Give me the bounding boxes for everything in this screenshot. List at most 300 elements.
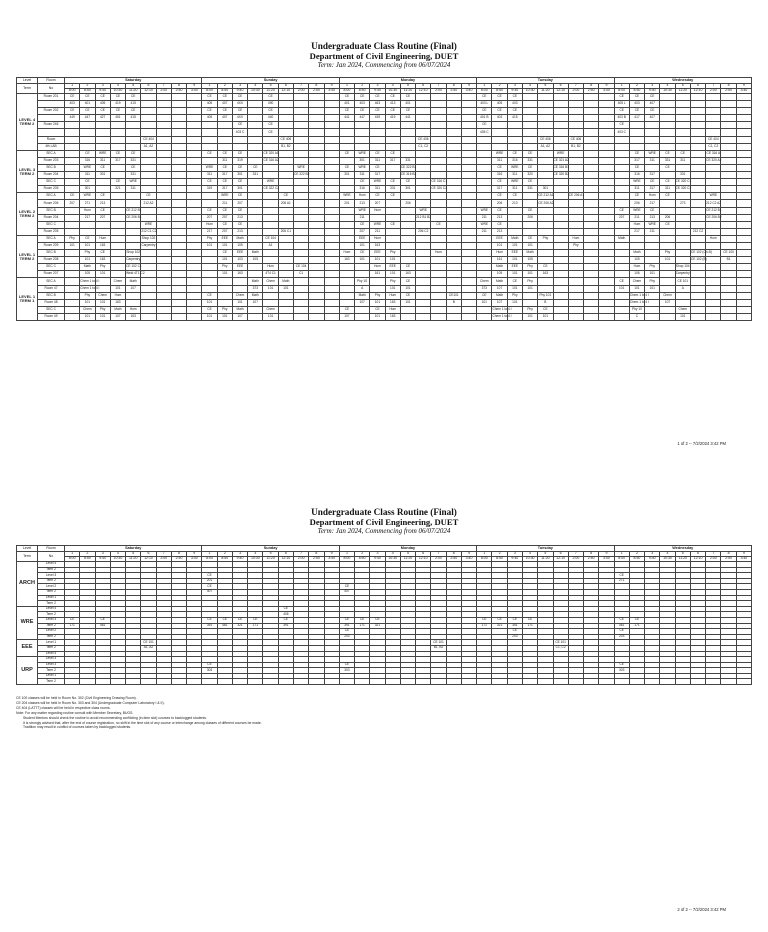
- class-cell: [706, 94, 721, 101]
- class-cell: [263, 299, 278, 306]
- period-time: 2:50: [309, 89, 324, 94]
- class-cell: [568, 164, 583, 171]
- class-cell: CE 104: [293, 264, 308, 271]
- class-cell: [599, 228, 614, 235]
- class-cell: CE: [339, 584, 354, 590]
- class-cell: [477, 257, 492, 264]
- class-cell: [126, 242, 141, 249]
- period-number: 4: [660, 552, 675, 557]
- class-cell: [141, 157, 156, 164]
- room-label: SEC B: [38, 292, 65, 299]
- class-cell: [65, 172, 80, 179]
- class-cell: [736, 235, 751, 242]
- room-label: Room 48: [38, 299, 65, 306]
- class-cell: CE: [202, 584, 217, 590]
- class-cell: CE: [660, 179, 675, 186]
- class-cell: Phy 10: [629, 306, 644, 313]
- class-cell: [248, 679, 263, 685]
- class-cell: [324, 228, 339, 235]
- room-label: Room 47: [38, 285, 65, 292]
- period-number: 9: [461, 552, 476, 557]
- class-cell: [584, 299, 599, 306]
- class-cell: CE: [232, 150, 247, 157]
- class-cell: [492, 679, 507, 685]
- class-cell: CE: [614, 122, 629, 129]
- level-term-label: Level 4: [38, 606, 65, 612]
- class-cell: [690, 264, 705, 271]
- class-cell: [721, 679, 736, 685]
- class-cell: [309, 257, 324, 264]
- class-cell: CE: [370, 617, 385, 623]
- class-cell: [187, 157, 202, 164]
- class-cell: 311: [202, 172, 217, 179]
- class-cell: 211: [629, 214, 644, 221]
- class-cell: [599, 250, 614, 257]
- class-cell: [65, 299, 80, 306]
- room-label: Room: [38, 136, 65, 143]
- class-cell: [553, 179, 568, 186]
- class-cell: [263, 200, 278, 207]
- class-cell: 407: [202, 589, 217, 595]
- class-cell: 107: [492, 285, 507, 292]
- class-cell: [538, 164, 553, 171]
- class-cell: [431, 257, 446, 264]
- period-number: 1: [477, 84, 492, 89]
- class-cell: [431, 101, 446, 108]
- routine-page-2: [0, 466, 768, 932]
- period-time: 11:20: [126, 89, 141, 94]
- class-cell: [675, 679, 690, 685]
- period-number: 5: [538, 84, 553, 89]
- class-cell: [553, 200, 568, 207]
- class-cell: [584, 108, 599, 115]
- class-cell: 439: [370, 115, 385, 122]
- class-cell: 419: [110, 101, 125, 108]
- class-cell: [355, 271, 370, 278]
- class-cell: [568, 679, 583, 685]
- class-cell: [507, 143, 522, 150]
- class-cell: Phy: [507, 292, 522, 299]
- class-cell: [721, 136, 736, 143]
- class-cell: [370, 136, 385, 143]
- period-time: 3:40: [736, 557, 751, 562]
- class-cell: [446, 193, 461, 200]
- class-cell: 461: [217, 623, 232, 629]
- class-cell: 101: [507, 242, 522, 249]
- class-cell: [721, 235, 736, 242]
- class-cell: [141, 164, 156, 171]
- class-cell: [507, 228, 522, 235]
- class-cell: WRE: [263, 179, 278, 186]
- class-cell: B1, B2: [568, 143, 583, 150]
- period-time: 10:30: [110, 557, 125, 562]
- class-cell: [355, 679, 370, 685]
- routine-table-page-2: [16, 545, 752, 685]
- class-cell: Hum: [263, 264, 278, 271]
- class-cell: 213: [95, 200, 110, 207]
- class-cell: CE: [202, 306, 217, 313]
- class-cell: [736, 264, 751, 271]
- class-cell: CE: [477, 122, 492, 129]
- class-cell: CE: [339, 150, 354, 157]
- class-cell: CE 206 B2: [706, 214, 721, 221]
- class-cell: [461, 186, 476, 193]
- class-cell: 206: [400, 200, 415, 207]
- class-cell: Phy: [385, 278, 400, 285]
- class-cell: CE 320 C2: [431, 186, 446, 193]
- period-number: 6: [553, 552, 568, 557]
- class-cell: [599, 129, 614, 136]
- class-cell: CE: [400, 292, 415, 299]
- class-cell: [141, 257, 156, 264]
- class-cell: [187, 250, 202, 257]
- class-cell: [416, 129, 431, 136]
- class-cell: [370, 122, 385, 129]
- class-cell: [431, 679, 446, 685]
- class-cell: [324, 122, 339, 129]
- class-cell: [416, 108, 431, 115]
- class-cell: [690, 242, 705, 249]
- class-cell: [431, 94, 446, 101]
- class-cell: [660, 207, 675, 214]
- period-time: 12:10: [690, 89, 705, 94]
- class-cell: 316: [80, 157, 95, 164]
- class-cell: [431, 115, 446, 122]
- class-cell: CE: [278, 606, 293, 612]
- class-cell: [65, 306, 80, 313]
- class-cell: [278, 292, 293, 299]
- class-cell: CE: [95, 193, 110, 200]
- class-cell: [385, 207, 400, 214]
- class-cell: 206: [660, 214, 675, 221]
- class-cell: [553, 306, 568, 313]
- class-cell: 101: [370, 313, 385, 320]
- class-cell: Chem 1 to 4 I: [80, 285, 95, 292]
- period-number: 1: [65, 84, 80, 89]
- class-cell: [461, 207, 476, 214]
- period-time: 8:50: [355, 89, 370, 94]
- class-cell: [690, 207, 705, 214]
- class-cell: [80, 129, 95, 136]
- class-cell: [584, 679, 599, 685]
- period-number: 9: [461, 84, 476, 89]
- class-cell: 163: [385, 313, 400, 320]
- class-cell: [416, 313, 431, 320]
- class-cell: [568, 200, 583, 207]
- class-cell: [690, 278, 705, 285]
- class-cell: CE: [278, 617, 293, 623]
- class-cell: [324, 257, 339, 264]
- class-cell: [461, 221, 476, 228]
- class-cell: [141, 122, 156, 129]
- period-time: 2:00: [568, 89, 583, 94]
- class-cell: [660, 271, 675, 278]
- class-cell: [706, 299, 721, 306]
- class-cell: Phy: [202, 235, 217, 242]
- period-time: 3:40: [599, 89, 614, 94]
- note-line: CE 204 classes will be held in Room No. 303 and 304 (Undergraduate Computer Laboratory I & II).: [16, 700, 165, 705]
- class-cell: 407: [217, 101, 232, 108]
- class-cell: 311: [126, 186, 141, 193]
- class-cell: [339, 122, 354, 129]
- class-cell: [141, 299, 156, 306]
- class-cell: [217, 143, 232, 150]
- class-cell: 211: [477, 228, 492, 235]
- class-cell: [568, 299, 583, 306]
- period-time: 8:50: [629, 89, 644, 94]
- class-cell: [522, 221, 537, 228]
- class-cell: [568, 108, 583, 115]
- class-cell: [721, 129, 736, 136]
- class-cell: [309, 313, 324, 320]
- class-cell: [156, 235, 171, 242]
- class-cell: [278, 108, 293, 115]
- class-cell: [187, 313, 202, 320]
- class-cell: [263, 143, 278, 150]
- class-cell: [202, 129, 217, 136]
- class-cell: Chem: [660, 292, 675, 299]
- class-cell: [461, 228, 476, 235]
- period-time: 3:40: [324, 557, 339, 562]
- class-cell: [416, 679, 431, 685]
- class-cell: [599, 136, 614, 143]
- period-time: 11:20: [675, 89, 690, 94]
- class-cell: [599, 115, 614, 122]
- class-cell: Phy: [522, 278, 537, 285]
- period-time: 9:40: [95, 557, 110, 562]
- class-cell: [690, 186, 705, 193]
- class-cell: CE: [614, 278, 629, 285]
- class-cell: EEE: [507, 250, 522, 257]
- class-cell: [309, 214, 324, 221]
- class-cell: CE: [339, 164, 354, 171]
- class-cell: [721, 242, 736, 249]
- class-cell: [309, 299, 324, 306]
- class-cell: [477, 186, 492, 193]
- class-cell: [553, 101, 568, 108]
- class-cell: [202, 278, 217, 285]
- class-cell: 207: [370, 200, 385, 207]
- class-cell: [446, 306, 461, 313]
- level-header: Level: [17, 546, 38, 552]
- day-header: Saturday: [65, 78, 202, 84]
- class-cell: WRE: [80, 164, 95, 171]
- class-cell: [522, 143, 537, 150]
- class-cell: 101: [522, 271, 537, 278]
- class-cell: CE: [217, 108, 232, 115]
- class-cell: Math: [232, 306, 247, 313]
- class-cell: [385, 679, 400, 685]
- class-cell: [80, 228, 95, 235]
- level-term-label: Level 3: [38, 662, 65, 668]
- class-cell: [522, 122, 537, 129]
- class-cell: 212 C1 C2: [141, 228, 156, 235]
- class-cell: [110, 207, 125, 214]
- class-cell: [187, 136, 202, 143]
- period-time: 9:40: [95, 89, 110, 94]
- class-cell: [187, 306, 202, 313]
- class-cell: [522, 101, 537, 108]
- period-time: 2:00: [706, 89, 721, 94]
- room-label: 4th LAB: [38, 143, 65, 150]
- class-cell: 207: [614, 214, 629, 221]
- period-time: 8:00: [202, 557, 217, 562]
- class-cell: CE: [126, 150, 141, 157]
- class-cell: [446, 164, 461, 171]
- class-cell: [599, 313, 614, 320]
- room-label: SEC C: [38, 306, 65, 313]
- class-cell: [431, 122, 446, 129]
- class-cell: CE: [492, 193, 507, 200]
- class-cell: [431, 172, 446, 179]
- class-cell: [309, 228, 324, 235]
- class-cell: [293, 115, 308, 122]
- class-cell: Hum: [431, 250, 446, 257]
- class-cell: 101: [400, 285, 415, 292]
- class-cell: [675, 257, 690, 264]
- class-cell: 212 A2: [141, 200, 156, 207]
- class-cell: [736, 136, 751, 143]
- class-cell: EEE: [492, 235, 507, 242]
- class-cell: [171, 292, 186, 299]
- class-cell: [614, 228, 629, 235]
- class-cell: Carpentry: [675, 271, 690, 278]
- class-cell: [690, 271, 705, 278]
- day-header: Tuesday: [477, 546, 614, 552]
- class-cell: [584, 207, 599, 214]
- class-cell: 4XX: [232, 115, 247, 122]
- class-cell: CE: [629, 150, 644, 157]
- class-cell: [400, 193, 415, 200]
- period-number: 4: [110, 552, 125, 557]
- class-cell: 106: [629, 271, 644, 278]
- period-time: 3:40: [599, 557, 614, 562]
- class-cell: Chem: [263, 306, 278, 313]
- class-cell: [446, 228, 461, 235]
- class-cell: CE: [370, 150, 385, 157]
- class-cell: [538, 115, 553, 122]
- period-time: 12:10: [690, 557, 705, 562]
- class-cell: [416, 150, 431, 157]
- class-cell: 316: [629, 172, 644, 179]
- class-cell: CE: [80, 179, 95, 186]
- class-cell: [95, 129, 110, 136]
- class-cell: [736, 172, 751, 179]
- class-cell: [522, 200, 537, 207]
- class-cell: [446, 285, 461, 292]
- class-cell: Math: [507, 235, 522, 242]
- class-cell: [95, 136, 110, 143]
- class-cell: [599, 264, 614, 271]
- class-cell: [675, 129, 690, 136]
- class-cell: [324, 94, 339, 101]
- class-cell: [248, 228, 263, 235]
- class-cell: 161: [492, 257, 507, 264]
- class-cell: CE: [217, 164, 232, 171]
- class-cell: [492, 136, 507, 143]
- class-cell: [706, 264, 721, 271]
- class-cell: 451: [110, 115, 125, 122]
- class-cell: [416, 257, 431, 264]
- period-time: 9:40: [370, 89, 385, 94]
- class-cell: [141, 278, 156, 285]
- class-cell: [584, 228, 599, 235]
- class-cell: [309, 101, 324, 108]
- period-number: 6: [690, 552, 705, 557]
- class-cell: Hum: [80, 207, 95, 214]
- class-cell: [721, 278, 736, 285]
- class-cell: [80, 221, 95, 228]
- class-cell: [416, 235, 431, 242]
- level-term-label: Term 2: [38, 589, 65, 595]
- class-cell: CE 316 A2: [263, 157, 278, 164]
- dept-label: ARCH: [17, 562, 38, 607]
- class-cell: 331: [126, 157, 141, 164]
- class-cell: 311: [675, 157, 690, 164]
- class-cell: [553, 257, 568, 264]
- class-cell: [126, 136, 141, 143]
- class-cell: 271: [614, 578, 629, 584]
- class-cell: [278, 172, 293, 179]
- class-cell: [416, 200, 431, 207]
- class-cell: [126, 299, 141, 306]
- class-cell: [156, 221, 171, 228]
- class-cell: Math: [629, 250, 644, 257]
- class-cell: 203: [339, 634, 354, 640]
- class-cell: [416, 285, 431, 292]
- period-time: 3:40: [736, 89, 751, 94]
- class-cell: [584, 129, 599, 136]
- level-term-label: Level 1: [38, 673, 65, 679]
- class-cell: [171, 150, 186, 157]
- class-cell: [584, 122, 599, 129]
- class-cell: Hum: [126, 306, 141, 313]
- class-cell: [706, 164, 721, 171]
- class-cell: 207: [217, 214, 232, 221]
- class-cell: [538, 122, 553, 129]
- class-cell: CE: [614, 94, 629, 101]
- class-cell: 311: [492, 157, 507, 164]
- class-cell: CE: [217, 94, 232, 101]
- class-cell: CE 320 C1: [675, 179, 690, 186]
- class-cell: Math: [248, 292, 263, 299]
- class-cell: [461, 285, 476, 292]
- class-cell: CE: [217, 207, 232, 214]
- class-cell: [446, 172, 461, 179]
- class-cell: CE: [522, 207, 537, 214]
- class-cell: [278, 101, 293, 108]
- class-cell: [293, 108, 308, 115]
- class-cell: [187, 679, 202, 685]
- class-cell: [736, 207, 751, 214]
- class-cell: [339, 264, 354, 271]
- class-cell: [80, 136, 95, 143]
- class-cell: [416, 264, 431, 271]
- class-cell: [293, 285, 308, 292]
- period-number: 9: [187, 552, 202, 557]
- class-cell: [293, 179, 308, 186]
- class-cell: Math: [355, 292, 370, 299]
- class-cell: [614, 157, 629, 164]
- class-cell: [675, 207, 690, 214]
- class-cell: CE 406: [568, 136, 583, 143]
- class-cell: [675, 221, 690, 228]
- class-cell: [309, 164, 324, 171]
- class-cell: [599, 193, 614, 200]
- class-cell: [171, 172, 186, 179]
- class-cell: [599, 292, 614, 299]
- level-term-label: Term 2: [38, 567, 65, 573]
